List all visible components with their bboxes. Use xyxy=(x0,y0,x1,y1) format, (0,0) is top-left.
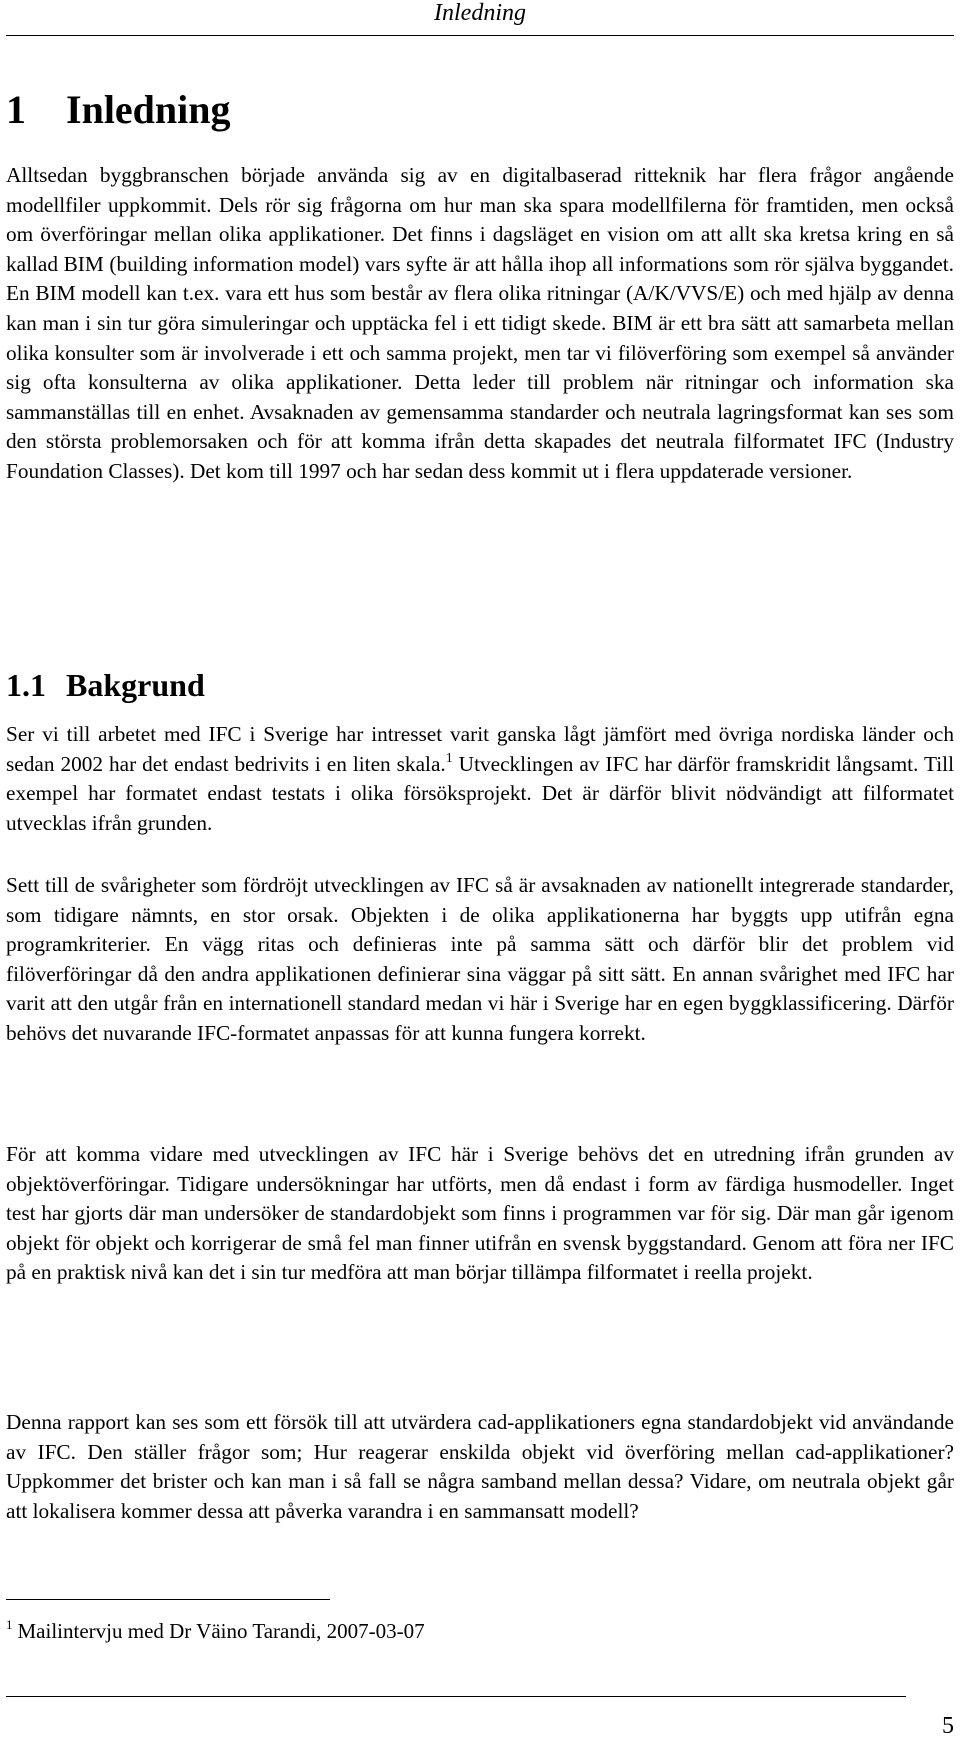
document-page xyxy=(6,0,954,1745)
footnote-rule xyxy=(6,1599,330,1600)
chapter-number: 1 xyxy=(6,87,26,132)
header-rule xyxy=(6,35,954,36)
footnote-text: Mailintervju med Dr Väino Tarandi, 2007-03-07 xyxy=(17,1619,425,1643)
chapter-title: Inledning xyxy=(66,87,231,132)
footnote-marker: 1 xyxy=(6,1617,13,1632)
background-paragraph-1 xyxy=(6,720,954,838)
footnote-reference[interactable]: 1 xyxy=(445,750,453,766)
section-number: 1.1 xyxy=(6,667,46,703)
background-paragraph-2: Sett till de svårigheter som fördröjt utvecklingen av IFC så är avsaknaden av nationellt integrerade standarder, som tidigare nämnts, en stor orsak. Objekten i de olika applikationerna har byggts upp utifrån egna programkriterier. En vägg ritas och definieras inte på samma sätt och därför blir det problem vid filöverföringar då den andra applikationen definierar sina väggar på sitt sätt. En annan svårighet med IFC har varit att den utgår från en internationell standard medan vi här i Sverige har en egen byggklassificering. Därför behövs det nuvarande IFC-formatet anpassas för att kunna fungera korrekt. xyxy=(6,873,954,1045)
section-heading xyxy=(6,665,205,705)
paragraph-text: Ser vi till arbetet med IFC i Sverige har intresset varit ganska lågt jämfört med övriga nordiska länder och sedan 2002 har det endast bedrivits i en liten skala. xyxy=(6,722,954,776)
paragraph-text: Utvecklingen av IFC har därför framskridit långsamt. Till exempel har formatet endast testats i olika försöksprojekt. Det är därför blivit nödvändigt att filformatet utvecklas ifrån grunden. xyxy=(6,751,954,835)
background-paragraph-4: Denna rapport kan ses som ett försök till att utvärdera cad-applikationers egna standardobjekt vid användande av IFC. Den ställer frågor som; Hur reagerar enskilda objekt vid överföring mellan cad-applikationer? Uppkommer det brister och kan man i så fall se några samband mellan dessa? Vidare, om neutrala objekt går att lokalisera kommer dessa att påverka varandra i en sammansatt modell? xyxy=(6,1410,954,1523)
background-paragraph-3: För att komma vidare med utvecklingen av IFC här i Sverige behövs det en utredning ifrån grunden av objektöverföringar. Tidigare undersökningar har utförts, men då endast i form av färdiga husmodeller. Inget test har gjorts där man undersöker de standardobjekt som finns i programmen var för sig. Där man går igenom objekt för objekt och korrigerar de små fel man finner utifrån en svensk byggstandard. Genom att föra ner IFC på en praktisk nivå kan det i sin tur medföra att man börjar tillämpa filformatet i reella projekt. xyxy=(6,1142,954,1285)
footnote xyxy=(6,1618,425,1644)
intro-paragraph: Alltsedan byggbranschen började använda sig av en digitalbaserad ritteknik har flera frågor angående modellfiler uppkommit. Dels rör sig frågorna om hur man ska spara modellfilerna för framtiden, men också om överföringar mellan olika applikationer. Det finns i dagsläget en vision om att allt ska kretsa kring en så kallad BIM (building information model) vars syfte är att hålla ihop all informations som rör själva byggandet. En BIM modell kan t.ex. vara ett hus som består av flera olika ritningar (A/K/VVS/E) och med hjälp av denna kan man i sin tur göra simuleringar och upptäcka fel i ett tidigt skede. BIM är ett bra sätt att samarbeta mellan olika konsulter som är involverade i ett och samma projekt, men tar vi filöverföring som exempel så använder sig ofta konsulterna av olika applikationer. Detta leder till problem när ritningar och information ska sammanställas till en enhet. Avsaknaden av gemensamma standarder och neutrala lagringsformat kan ses som den största problemorsaken och för att komma ifrån detta skapades det neutrala filformatet IFC (Industry Foundation Classes). Det kom till 1997 och har sedan dess kommit ut i flera uppdaterade versioner. xyxy=(6,163,954,483)
running-header: Inledning xyxy=(434,0,526,26)
page-number: 5 xyxy=(942,1713,954,1739)
section-title: Bakgrund xyxy=(66,667,205,703)
footer-rule xyxy=(6,1696,906,1697)
chapter-heading xyxy=(6,86,231,134)
